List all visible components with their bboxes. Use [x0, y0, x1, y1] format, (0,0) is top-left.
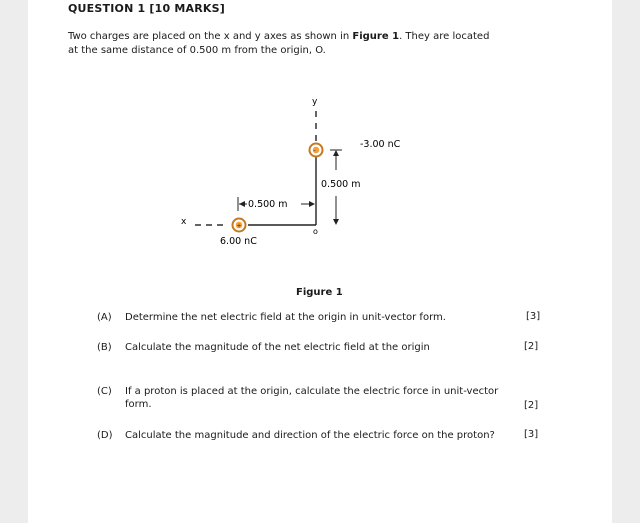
- part-d: [97, 429, 522, 443]
- part-c-text: If a proton is placed at the origin, calculate the electric force in unit-vector: [125, 386, 499, 397]
- positive-charge-sign: +: [236, 222, 242, 230]
- part-b-label: (B): [97, 342, 112, 353]
- origin-label: o: [313, 227, 318, 236]
- part-c-label: (C): [97, 386, 112, 397]
- part-d-label: (D): [97, 430, 113, 441]
- intro-text-2: . They are located at the same distance of 0.500 m from the origin, O.: [68, 31, 490, 56]
- part-b: [97, 341, 517, 355]
- negative-charge-sign: -: [313, 147, 316, 155]
- x-axis-label: x: [181, 217, 187, 227]
- negative-charge: [310, 144, 323, 157]
- part-a: [97, 311, 517, 325]
- horizontal-distance-label: 0.500 m: [248, 199, 288, 210]
- part-b-marks: [2]: [524, 341, 539, 352]
- intro-figure-ref: Figure 1: [352, 31, 400, 42]
- part-a-marks: [3]: [526, 311, 541, 322]
- vertical-distance-label: 0.500 m: [321, 179, 361, 190]
- figure-caption: Figure 1: [296, 287, 343, 298]
- part-c: [97, 385, 537, 413]
- part-d-marks: [3]: [524, 429, 539, 440]
- part-a-label: (A): [97, 312, 112, 323]
- positive-charge-label: 6.00 nC: [220, 236, 257, 247]
- part-b-text: Calculate the magnitude of the net electric field at the origin: [125, 342, 430, 353]
- part-a-text: Determine the net electric field at the origin in unit-vector form.: [125, 312, 446, 323]
- part-c-marks: [2]: [524, 400, 539, 411]
- y-axis-label: y: [312, 97, 318, 107]
- intro-text-1: Two charges are placed on the x and y axes as shown in: [68, 31, 353, 42]
- question-title: QUESTION 1 [10 MARKS]: [68, 2, 225, 15]
- part-d-text: Calculate the magnitude and direction of the electric force on the proton?: [125, 430, 495, 441]
- negative-charge-label: -3.00 nC: [360, 139, 401, 150]
- part-c-text-line2: form.: [125, 399, 152, 410]
